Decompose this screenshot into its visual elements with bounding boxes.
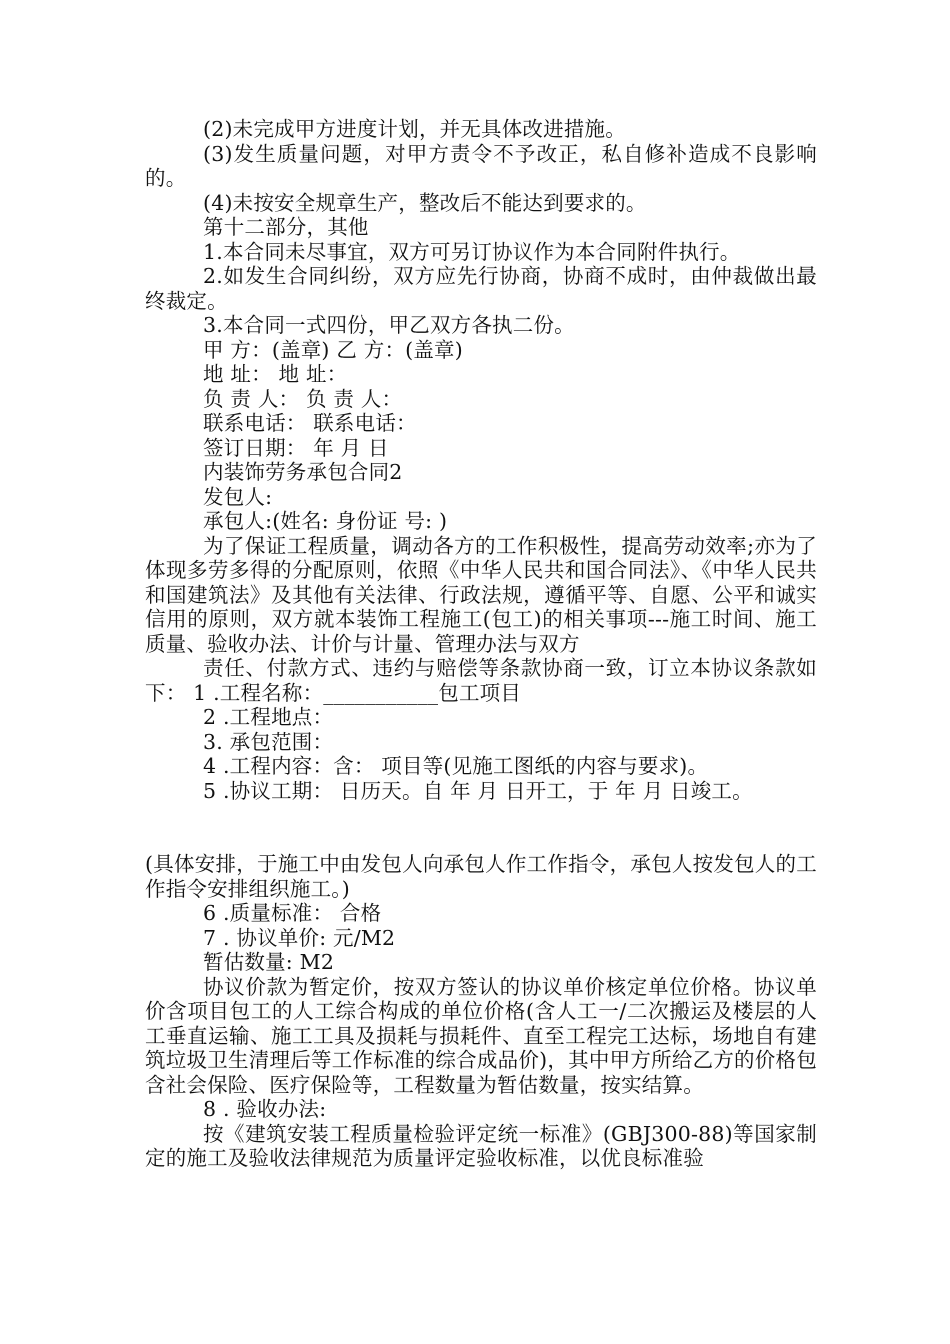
preamble-paragraph: 为了保证工程质量，调动各方的工作积极性，提高劳动效率;亦为了体现多劳多得的分配原则，依照《中华人民共和国合同法》、《中华人民共和国建筑法》及其他有关法律、行政法规，遵循平等、自愿、公平和诚实信用的原则，双方就本装饰工程施工(包工)的相关事项---施工时间、施工质量、验收办法、计价与计量、管理办法与双方 — [145, 533, 817, 656]
clause-paragraph: (具体安排，于施工中由发包人向承包人作工作指令，承包人按发包人的工作指令安排组织施工。) — [145, 852, 817, 901]
preamble-paragraph: 责任、付款方式、违约与赔偿等条款协商一致，订立本协议条款如下： 1 .工程名称：___________包工项目 — [145, 656, 817, 705]
contractor-line: 承包人:(姓名: 身份证 号: ) — [203, 509, 448, 533]
clause-paragraph: 5 .协议工期： 日历天。自 年 月 日开工，于 年 月 日竣工。 — [203, 778, 753, 803]
signature-phone-line: 联系电话： 联系电话： — [203, 411, 417, 435]
clause-paragraph: 1.本合同未尽事宜，双方可另订协议作为本合同附件执行。 — [203, 239, 741, 264]
clause-paragraph: 2.如发生合同纠纷，双方应先行协商，协商不成时，由仲裁做出最终裁定。 — [145, 264, 817, 313]
clause-paragraph: 6 .质量标准： 合格 — [203, 901, 382, 925]
clause-paragraph: (3)发生质量问题，对甲方责令不予改正，私自修补造成不良影响的。 — [145, 141, 817, 190]
clause-paragraph: 暂估数量: M2 — [203, 950, 335, 974]
signature-address-line: 地 址： 地 址： — [203, 362, 348, 386]
clause-paragraph: 4 .工程内容：含： 项目等(见施工图纸的内容与要求)。 — [203, 754, 709, 778]
signature-date-line: 签订日期： 年 月 日 — [203, 435, 389, 460]
clause-paragraph: 3.本合同一式四份，甲乙双方各执二份。 — [203, 313, 575, 337]
clause-paragraph: 按《建筑安装工程质量检验评定统一标准》(GBJ300-88)等国家制定的施工及验收法律规范为质量评定验收标准，以优良标准验 — [145, 1121, 817, 1170]
clause-paragraph: 7 . 协议单价: 元/M2 — [203, 925, 396, 950]
blank-line — [145, 803, 817, 852]
clause-paragraph: 2 .工程地点： — [203, 705, 334, 729]
clause-paragraph: 协议价款为暂定价，按双方签认的协议单价核定单位价格。协议单价含项目包工的人工综合构成的单位价格(含人工一/二次搬运及楼层的人工垂直运输、施工工具及损耗与损耗件、直至工程完工达标，场地自有建筑垃圾卫生清理后等工作标准的综合成品价)，其中甲方所给乙方的价格包含社会保险、医疗保险等，工程数量为暂估数量，按实结算。 — [145, 974, 817, 1097]
clause-paragraph: 3. 承包范围： — [203, 729, 334, 754]
signature-party-line: 甲 方：(盖章) 乙 方：(盖章) — [203, 337, 463, 362]
clause-paragraph: (4)未按安全规章生产，整改后不能达到要求的。 — [203, 190, 647, 215]
clause-paragraph: 8 . 验收办法: — [203, 1097, 327, 1121]
contract-title: 内装饰劳务承包合同2 — [203, 460, 403, 484]
document-body — [145, 117, 817, 1171]
section-heading: 第十二部分，其他 — [203, 215, 369, 239]
clause-paragraph: (2)未完成甲方进度计划，并无具体改进措施。 — [203, 117, 626, 141]
employer-line: 发包人: — [203, 484, 273, 509]
signature-person-line: 负 责 人： 负 责 人： — [203, 386, 403, 411]
